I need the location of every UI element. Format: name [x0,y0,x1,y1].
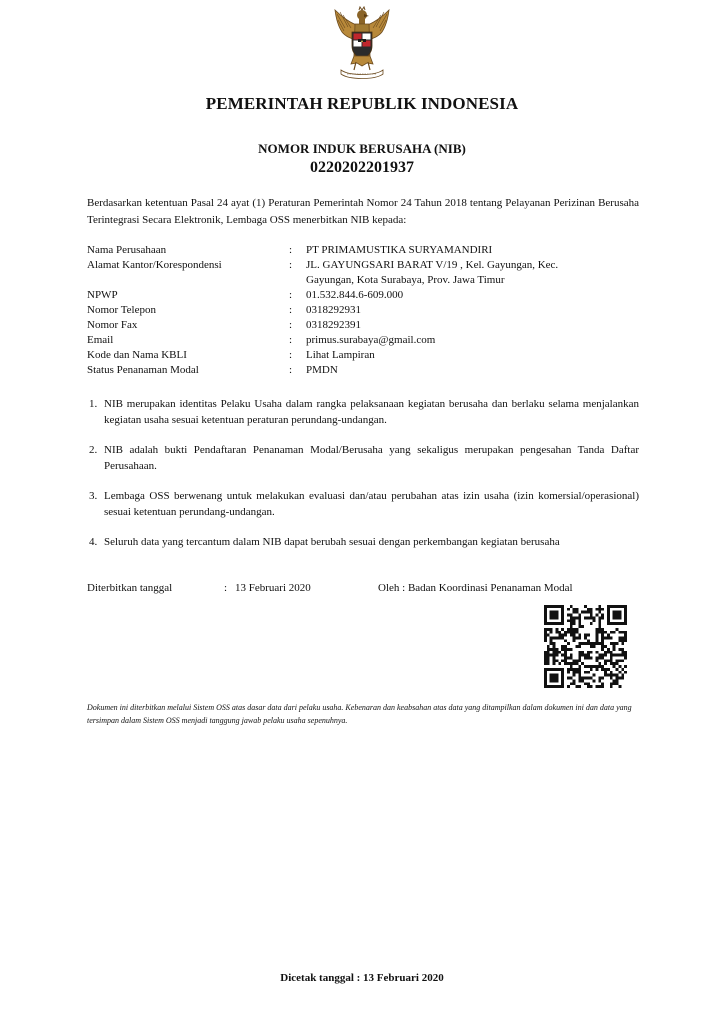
item-number: 2. [89,444,98,456]
field-value: PT PRIMAMUSTIKA SURYAMANDIRI [306,244,493,256]
field-colon: : [289,364,293,376]
field-label: NPWP [87,289,118,301]
field-colon: : [289,259,293,271]
field-value: primus.surabaya@gmail.com [306,334,436,346]
issued-date-label: Diterbitkan tanggal [87,582,173,594]
field-label: Nomor Fax [87,319,138,331]
printed-date: Dicetak tanggal : 13 Februari 2020 [280,972,444,984]
issuer: Oleh : Badan Koordinasi Penanaman Modal [378,582,573,594]
field-value: 0318292931 [306,304,361,316]
list-item [87,396,639,428]
field-row-address [87,258,647,288]
field-label: Nama Perusahaan [87,244,167,256]
item-number: 4. [89,536,98,548]
field-value: 0318292391 [306,319,361,331]
government-title: PEMERINTAH REPUBLIK INDONESIA [205,94,519,113]
field-colon: : [289,289,293,301]
field-value: 01.532.844.6-609.000 [306,289,404,301]
garuda-emblem-icon [333,6,391,82]
field-row-phone [87,303,647,318]
issued-date-value: 13 Februari 2020 [235,582,311,594]
issued-date-colon: : [224,582,228,594]
list-item [87,488,639,520]
list-item [87,442,639,474]
intro-paragraph: Berdasarkan ketentuan Pasal 24 ayat (1) Peraturan Pemerintah Nomor 24 Tahun 2018 tentang Pelayanan Perizinan Berusaha Terintegrasi Secara Elektronik, Lembaga OSS menerbitkan NIB kepada: [87,197,639,226]
field-row-kbli [87,348,647,363]
field-value-line-2: Gayungan, Kota Surabaya, Prov. Jawa Timur [306,274,505,286]
item-text: NIB merupakan identitas Pelaku Usaha dalam rangka pelaksanaan kegiatan berusaha dan berlaku selama menjalankan kegiatan usaha sesuai ketentuan peraturan perundang-undangan. [104,398,639,426]
field-value: JL. GAYUNGSARI BARAT V/19 , Kel. Gayungan, Kec. [306,259,559,271]
field-value: PMDN [306,364,338,376]
document-title: NOMOR INDUK BERUSAHA (NIB) [258,141,466,156]
item-number: 3. [89,490,98,502]
field-row-email [87,333,647,348]
field-label: Alamat Kantor/Korespondensi [87,259,222,271]
field-colon: : [289,349,293,361]
field-label: Email [87,334,114,346]
field-colon: : [289,319,293,331]
field-label: Kode dan Nama KBLI [87,349,187,361]
field-row-fax [87,318,647,333]
field-label: Status Penanaman Modal [87,364,199,376]
field-row-company-name [87,243,647,258]
field-colon: : [289,304,293,316]
disclaimer: Dokumen ini diterbitkan melalui Sistem OSS atas dasar data dari pelaku usaha. Kebenaran dan keabsahan atas data yang ditampilkan dalam dokumen ini dan data yang tersimpan dalam Sistem OSS menjadi tanggung jawab pelaku usaha sepenuhnya. [87,703,632,725]
field-row-npwp [87,288,647,303]
field-colon: : [289,334,293,346]
nib-number: 0220202201937 [310,159,414,176]
field-value: Lihat Lampiran [306,349,375,361]
company-details [87,243,647,378]
field-colon: : [289,244,293,256]
field-label: Nomor Telepon [87,304,156,316]
field-row-investment-status [87,363,647,378]
item-text: NIB adalah bukti Pendaftaran Penanaman Modal/Berusaha yang sekaligus merupakan pengesahan Tanda Daftar Perusahaan. [104,444,639,472]
item-number: 1. [89,398,98,410]
qr-code-icon [544,605,627,688]
item-text: Seluruh data yang tercantum dalam NIB dapat berubah sesuai dengan perkembangan kegiatan berusaha [104,536,560,548]
list-item [87,534,639,550]
item-text: Lembaga OSS berwenang untuk melakukan evaluasi dan/atau perubahan atas izin usaha (izin komersial/operasional) sesuai ketentuan perundang-undangan. [104,490,639,518]
provisions-list [87,396,639,550]
